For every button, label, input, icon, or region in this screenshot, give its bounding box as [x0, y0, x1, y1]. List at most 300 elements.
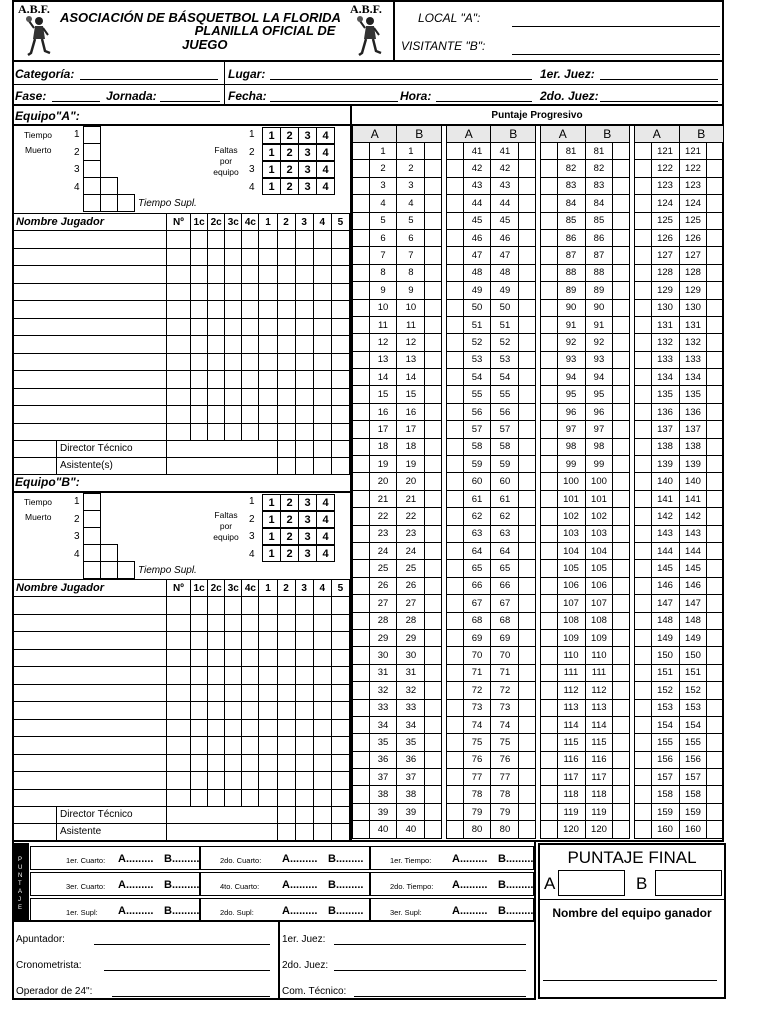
score-mark-a[interactable] — [447, 577, 464, 594]
score-mark-a[interactable] — [353, 786, 370, 803]
team-b-player-cell[interactable] — [225, 649, 242, 667]
team-a-player-cell[interactable] — [208, 231, 225, 249]
score-mark-a[interactable] — [635, 647, 652, 664]
score-mark-b[interactable] — [519, 282, 536, 299]
score-mark-b[interactable] — [707, 716, 724, 733]
score-mark-a[interactable] — [447, 595, 464, 612]
team-a-player-cell[interactable] — [259, 266, 277, 284]
score-mark-b[interactable] — [425, 351, 442, 368]
team-a-player-cell[interactable] — [242, 231, 259, 249]
score-mark-b[interactable] — [519, 751, 536, 768]
categoria-field[interactable] — [80, 79, 218, 80]
score-mark-b[interactable] — [707, 177, 724, 194]
score-mark-a[interactable] — [635, 699, 652, 716]
team-b-player-cell[interactable] — [166, 649, 190, 667]
score-mark-a[interactable] — [541, 647, 558, 664]
score-mark-a[interactable] — [635, 682, 652, 699]
score-mark-a[interactable] — [447, 542, 464, 559]
score-mark-b[interactable] — [519, 629, 536, 646]
score-mark-a[interactable] — [353, 438, 370, 455]
score-mark-b[interactable] — [613, 264, 630, 281]
team-b-player-cell[interactable] — [331, 632, 349, 650]
score-mark-b[interactable] — [425, 160, 442, 177]
score-mark-a[interactable] — [541, 629, 558, 646]
score-mark-b[interactable] — [519, 160, 536, 177]
team-b-foul-row2-box4[interactable]: 4 — [316, 511, 335, 528]
score-mark-b[interactable] — [707, 473, 724, 490]
team-b-foul-row1-box4[interactable]: 4 — [316, 494, 335, 511]
score-mark-a[interactable] — [353, 229, 370, 246]
score-mark-b[interactable] — [707, 247, 724, 264]
score-mark-b[interactable] — [519, 369, 536, 386]
team-b-player-cell[interactable] — [208, 632, 225, 650]
team-b-player-cell[interactable] — [166, 632, 190, 650]
team-a-player-cell[interactable] — [277, 423, 295, 441]
team-b-player-cell[interactable] — [166, 614, 190, 632]
team-b-player-cell[interactable] — [225, 737, 242, 755]
score-mark-b[interactable] — [425, 629, 442, 646]
team-b-player-cell[interactable] — [242, 632, 259, 650]
score-mark-a[interactable] — [541, 734, 558, 751]
team-a-player-cell[interactable] — [225, 283, 242, 301]
score-mark-a[interactable] — [447, 751, 464, 768]
team-b-player-cell[interactable] — [208, 614, 225, 632]
score-mark-a[interactable] — [541, 699, 558, 716]
team-b-timeout-supl-4[interactable] — [117, 561, 135, 579]
score-mark-b[interactable] — [707, 438, 724, 455]
score-mark-b[interactable] — [519, 821, 536, 838]
team-b-player-cell[interactable] — [225, 754, 242, 772]
quarter-score-b[interactable]: B......... — [164, 879, 200, 891]
team-b-player-cell[interactable] — [277, 702, 295, 720]
team-a-player-cell[interactable] — [331, 266, 349, 284]
score-mark-a[interactable] — [635, 421, 652, 438]
score-mark-b[interactable] — [707, 282, 724, 299]
score-mark-a[interactable] — [541, 369, 558, 386]
team-b-player-cell[interactable] — [242, 667, 259, 685]
apuntador-field[interactable] — [94, 944, 270, 945]
score-mark-b[interactable] — [613, 143, 630, 160]
score-mark-b[interactable] — [707, 699, 724, 716]
team-b-player-cell[interactable] — [225, 614, 242, 632]
score-mark-a[interactable] — [541, 160, 558, 177]
score-mark-a[interactable] — [447, 212, 464, 229]
score-mark-a[interactable] — [635, 264, 652, 281]
score-mark-a[interactable] — [541, 682, 558, 699]
team-b-player-cell[interactable] — [259, 702, 277, 720]
score-mark-a[interactable] — [353, 734, 370, 751]
team-a-player-cell[interactable] — [208, 423, 225, 441]
team-b-player-cell[interactable] — [208, 719, 225, 737]
team-b-player-cell[interactable] — [14, 684, 167, 702]
team-b-player-cell[interactable] — [277, 737, 295, 755]
team-b-player-cell[interactable] — [277, 719, 295, 737]
score-mark-a[interactable] — [635, 751, 652, 768]
score-mark-a[interactable] — [541, 229, 558, 246]
team-a-player-cell[interactable] — [191, 336, 208, 354]
team-b-player-cell[interactable] — [277, 772, 295, 790]
score-mark-b[interactable] — [613, 386, 630, 403]
score-mark-b[interactable] — [707, 803, 724, 820]
score-mark-a[interactable] — [541, 595, 558, 612]
team-b-player-cell[interactable] — [313, 754, 331, 772]
score-mark-b[interactable] — [707, 542, 724, 559]
team-a-player-cell[interactable] — [259, 423, 277, 441]
score-mark-b[interactable] — [613, 803, 630, 820]
team-a-player-cell[interactable] — [166, 248, 190, 266]
team-a-player-cell[interactable] — [313, 301, 331, 319]
score-mark-a[interactable] — [541, 282, 558, 299]
team-b-player-cell[interactable] — [277, 667, 295, 685]
score-mark-a[interactable] — [541, 769, 558, 786]
juez1-top-field[interactable] — [600, 79, 718, 80]
score-mark-b[interactable] — [613, 577, 630, 594]
score-mark-a[interactable] — [353, 525, 370, 542]
cronometrista-field[interactable] — [104, 970, 270, 971]
team-b-player-cell[interactable] — [259, 737, 277, 755]
team-a-player-cell[interactable] — [331, 248, 349, 266]
score-mark-b[interactable] — [613, 473, 630, 490]
score-mark-b[interactable] — [519, 508, 536, 525]
score-mark-a[interactable] — [447, 316, 464, 333]
team-b-timeout-supl-3[interactable] — [100, 561, 118, 579]
score-mark-a[interactable] — [541, 177, 558, 194]
score-mark-a[interactable] — [353, 421, 370, 438]
team-a-player-cell[interactable] — [191, 353, 208, 371]
score-mark-b[interactable] — [425, 369, 442, 386]
score-mark-a[interactable] — [353, 212, 370, 229]
score-mark-b[interactable] — [425, 803, 442, 820]
team-b-player-cell[interactable] — [166, 772, 190, 790]
score-mark-b[interactable] — [425, 264, 442, 281]
score-mark-b[interactable] — [613, 282, 630, 299]
score-mark-a[interactable] — [447, 351, 464, 368]
team-b-player-cell[interactable] — [277, 649, 295, 667]
score-mark-a[interactable] — [541, 264, 558, 281]
team-a-timeout-box-4[interactable] — [83, 177, 101, 195]
team-b-foul-row4-box2[interactable]: 2 — [280, 545, 299, 562]
team-a-player-cell[interactable] — [14, 248, 167, 266]
score-mark-b[interactable] — [425, 560, 442, 577]
team-a-player-cell[interactable] — [14, 353, 167, 371]
team-a-player-cell[interactable] — [313, 388, 331, 406]
score-mark-a[interactable] — [353, 508, 370, 525]
score-mark-a[interactable] — [635, 282, 652, 299]
team-a-player-cell[interactable] — [313, 248, 331, 266]
team-b-player-cell[interactable] — [191, 667, 208, 685]
score-mark-a[interactable] — [353, 195, 370, 212]
score-mark-b[interactable] — [613, 664, 630, 681]
score-mark-b[interactable] — [707, 403, 724, 420]
team-b-player-cell[interactable] — [331, 667, 349, 685]
quarter-score-b[interactable]: B......... — [498, 853, 534, 865]
score-mark-a[interactable] — [635, 386, 652, 403]
score-mark-a[interactable] — [635, 821, 652, 838]
team-b-staff-foul-cell[interactable] — [331, 824, 349, 841]
score-mark-a[interactable] — [635, 803, 652, 820]
team-a-player-cell[interactable] — [166, 318, 190, 336]
score-mark-a[interactable] — [541, 542, 558, 559]
score-mark-b[interactable] — [707, 595, 724, 612]
score-mark-a[interactable] — [353, 264, 370, 281]
team-a-player-cell[interactable] — [166, 423, 190, 441]
team-b-player-cell[interactable] — [313, 719, 331, 737]
score-mark-b[interactable] — [425, 542, 442, 559]
quarter-score-b[interactable]: B......... — [328, 879, 364, 891]
team-a-player-cell[interactable] — [191, 231, 208, 249]
score-mark-b[interactable] — [707, 786, 724, 803]
team-a-foul-row1-box1[interactable]: 1 — [262, 127, 281, 144]
team-b-staff-foul-cell[interactable] — [277, 807, 295, 824]
score-mark-a[interactable] — [635, 369, 652, 386]
score-mark-a[interactable] — [353, 490, 370, 507]
team-a-player-cell[interactable] — [313, 336, 331, 354]
score-mark-b[interactable] — [707, 143, 724, 160]
team-b-player-cell[interactable] — [166, 597, 190, 615]
score-mark-a[interactable] — [353, 803, 370, 820]
team-a-player-cell[interactable] — [295, 406, 313, 424]
team-a-player-cell[interactable] — [14, 266, 167, 284]
final-score-b-field[interactable] — [655, 870, 722, 896]
team-a-player-cell[interactable] — [242, 266, 259, 284]
team-b-player-cell[interactable] — [259, 789, 277, 807]
score-mark-a[interactable] — [541, 716, 558, 733]
team-a-player-cell[interactable] — [313, 266, 331, 284]
score-mark-b[interactable] — [613, 542, 630, 559]
team-b-player-cell[interactable] — [14, 789, 167, 807]
score-mark-b[interactable] — [613, 160, 630, 177]
team-a-player-cell[interactable] — [313, 423, 331, 441]
team-b-foul-row4-box4[interactable]: 4 — [316, 545, 335, 562]
score-mark-a[interactable] — [635, 769, 652, 786]
score-mark-a[interactable] — [447, 229, 464, 246]
score-mark-b[interactable] — [425, 716, 442, 733]
score-mark-a[interactable] — [353, 716, 370, 733]
score-mark-a[interactable] — [447, 560, 464, 577]
team-a-timeout-supl-4[interactable] — [117, 194, 135, 212]
team-b-player-cell[interactable] — [331, 754, 349, 772]
team-b-player-cell[interactable] — [208, 597, 225, 615]
score-mark-b[interactable] — [425, 438, 442, 455]
score-mark-a[interactable] — [353, 282, 370, 299]
score-mark-b[interactable] — [519, 438, 536, 455]
score-mark-a[interactable] — [541, 821, 558, 838]
team-b-timeout-supl-1[interactable] — [83, 561, 101, 579]
score-mark-b[interactable] — [707, 647, 724, 664]
team-b-player-cell[interactable] — [295, 597, 313, 615]
score-mark-b[interactable] — [519, 195, 536, 212]
team-a-timeout-box-2[interactable] — [83, 143, 101, 161]
score-mark-a[interactable] — [541, 577, 558, 594]
team-b-foul-row3-box3[interactable]: 3 — [298, 528, 317, 545]
score-mark-b[interactable] — [707, 664, 724, 681]
team-a-player-cell[interactable] — [242, 301, 259, 319]
score-mark-a[interactable] — [635, 786, 652, 803]
team-b-player-cell[interactable] — [259, 632, 277, 650]
score-mark-a[interactable] — [447, 160, 464, 177]
team-a-player-cell[interactable] — [225, 371, 242, 389]
score-mark-a[interactable] — [447, 612, 464, 629]
team-a-player-cell[interactable] — [277, 388, 295, 406]
team-b-player-cell[interactable] — [313, 684, 331, 702]
team-a-player-cell[interactable] — [166, 371, 190, 389]
team-b-player-cell[interactable] — [242, 649, 259, 667]
jornada-field[interactable] — [160, 101, 220, 102]
score-mark-a[interactable] — [447, 299, 464, 316]
score-mark-a[interactable] — [353, 699, 370, 716]
team-b-player-cell[interactable] — [259, 754, 277, 772]
score-mark-b[interactable] — [425, 647, 442, 664]
score-mark-a[interactable] — [447, 734, 464, 751]
score-mark-b[interactable] — [425, 508, 442, 525]
juez2-bottom-field[interactable] — [334, 970, 526, 971]
score-mark-a[interactable] — [447, 282, 464, 299]
score-mark-a[interactable] — [447, 803, 464, 820]
score-mark-a[interactable] — [353, 629, 370, 646]
score-mark-b[interactable] — [707, 734, 724, 751]
team-b-foul-row3-box1[interactable]: 1 — [262, 528, 281, 545]
team-a-player-cell[interactable] — [242, 336, 259, 354]
team-a-player-cell[interactable] — [166, 388, 190, 406]
team-b-player-cell[interactable] — [277, 754, 295, 772]
team-a-player-cell[interactable] — [225, 266, 242, 284]
score-mark-b[interactable] — [613, 438, 630, 455]
score-mark-a[interactable] — [541, 421, 558, 438]
team-b-player-cell[interactable] — [191, 702, 208, 720]
team-b-player-cell[interactable] — [208, 649, 225, 667]
team-a-player-cell[interactable] — [242, 283, 259, 301]
score-mark-a[interactable] — [447, 664, 464, 681]
team-a-player-cell[interactable] — [191, 318, 208, 336]
score-mark-b[interactable] — [613, 699, 630, 716]
team-b-player-cell[interactable] — [14, 754, 167, 772]
team-a-player-cell[interactable] — [166, 283, 190, 301]
team-a-player-cell[interactable] — [331, 336, 349, 354]
team-b-player-cell[interactable] — [208, 737, 225, 755]
team-a-player-cell[interactable] — [191, 283, 208, 301]
score-mark-b[interactable] — [425, 664, 442, 681]
team-a-player-cell[interactable] — [259, 388, 277, 406]
team-a-foul-row3-box1[interactable]: 1 — [262, 161, 281, 178]
score-mark-b[interactable] — [425, 682, 442, 699]
score-mark-b[interactable] — [519, 473, 536, 490]
team-b-player-cell[interactable] — [14, 649, 167, 667]
score-mark-b[interactable] — [613, 525, 630, 542]
score-mark-a[interactable] — [541, 664, 558, 681]
team-a-player-cell[interactable] — [313, 318, 331, 336]
score-mark-b[interactable] — [519, 647, 536, 664]
score-mark-a[interactable] — [447, 473, 464, 490]
score-mark-a[interactable] — [447, 769, 464, 786]
score-mark-a[interactable] — [541, 247, 558, 264]
score-mark-a[interactable] — [353, 369, 370, 386]
team-b-player-cell[interactable] — [295, 754, 313, 772]
team-b-timeout-box-1[interactable] — [83, 493, 101, 511]
score-mark-a[interactable] — [447, 456, 464, 473]
team-b-player-cell[interactable] — [295, 772, 313, 790]
team-a-foul-row2-box4[interactable]: 4 — [316, 144, 335, 161]
team-a-player-cell[interactable] — [331, 301, 349, 319]
score-mark-b[interactable] — [425, 490, 442, 507]
team-b-timeout-box-3[interactable] — [83, 527, 101, 545]
score-mark-b[interactable] — [613, 195, 630, 212]
team-a-player-cell[interactable] — [225, 301, 242, 319]
team-a-player-cell[interactable] — [208, 301, 225, 319]
score-mark-b[interactable] — [519, 490, 536, 507]
team-b-foul-row4-box3[interactable]: 3 — [298, 545, 317, 562]
team-b-player-cell[interactable] — [166, 789, 190, 807]
team-a-player-cell[interactable] — [313, 283, 331, 301]
team-a-player-cell[interactable] — [166, 266, 190, 284]
quarter-score-b[interactable]: B......... — [328, 853, 364, 865]
team-a-timeout-box-3[interactable] — [83, 160, 101, 178]
score-mark-b[interactable] — [613, 716, 630, 733]
team-a-timeout-box-1[interactable] — [83, 126, 101, 144]
score-mark-a[interactable] — [635, 143, 652, 160]
team-b-player-cell[interactable] — [225, 702, 242, 720]
team-a-player-cell[interactable] — [331, 231, 349, 249]
team-a-player-cell[interactable] — [191, 423, 208, 441]
team-a-player-cell[interactable] — [277, 371, 295, 389]
team-b-player-cell[interactable] — [14, 667, 167, 685]
team-a-player-cell[interactable] — [225, 318, 242, 336]
team-a-staff-foul-cell[interactable] — [313, 441, 331, 458]
team-a-player-cell[interactable] — [14, 318, 167, 336]
score-mark-a[interactable] — [447, 421, 464, 438]
team-b-player-cell[interactable] — [225, 632, 242, 650]
team-a-player-cell[interactable] — [259, 248, 277, 266]
score-mark-b[interactable] — [519, 716, 536, 733]
team-b-player-cell[interactable] — [295, 702, 313, 720]
team-a-player-cell[interactable] — [331, 353, 349, 371]
team-a-player-cell[interactable] — [295, 318, 313, 336]
score-mark-b[interactable] — [425, 403, 442, 420]
team-a-foul-row3-box2[interactable]: 2 — [280, 161, 299, 178]
team-b-player-cell[interactable] — [331, 772, 349, 790]
team-a-foul-row3-box4[interactable]: 4 — [316, 161, 335, 178]
team-a-player-cell[interactable] — [331, 423, 349, 441]
team-b-player-cell[interactable] — [313, 702, 331, 720]
quarter-score-b[interactable]: B......... — [164, 905, 200, 917]
team-b-player-cell[interactable] — [259, 684, 277, 702]
score-mark-b[interactable] — [425, 473, 442, 490]
team-b-player-cell[interactable] — [166, 667, 190, 685]
score-mark-a[interactable] — [541, 212, 558, 229]
score-mark-a[interactable] — [447, 786, 464, 803]
score-mark-a[interactable] — [447, 403, 464, 420]
score-mark-b[interactable] — [707, 369, 724, 386]
score-mark-a[interactable] — [353, 177, 370, 194]
score-mark-b[interactable] — [425, 786, 442, 803]
team-a-player-cell[interactable] — [14, 301, 167, 319]
score-mark-b[interactable] — [707, 525, 724, 542]
team-b-player-cell[interactable] — [191, 772, 208, 790]
score-mark-b[interactable] — [425, 334, 442, 351]
team-b-player-cell[interactable] — [191, 684, 208, 702]
team-a-player-cell[interactable] — [259, 283, 277, 301]
team-b-player-cell[interactable] — [277, 789, 295, 807]
team-a-player-cell[interactable] — [14, 406, 167, 424]
score-mark-a[interactable] — [353, 351, 370, 368]
score-mark-a[interactable] — [541, 403, 558, 420]
team-a-player-cell[interactable] — [242, 423, 259, 441]
team-b-player-cell[interactable] — [225, 684, 242, 702]
score-mark-a[interactable] — [635, 560, 652, 577]
score-mark-a[interactable] — [353, 386, 370, 403]
team-a-player-cell[interactable] — [191, 248, 208, 266]
score-mark-b[interactable] — [707, 490, 724, 507]
team-b-player-cell[interactable] — [166, 719, 190, 737]
